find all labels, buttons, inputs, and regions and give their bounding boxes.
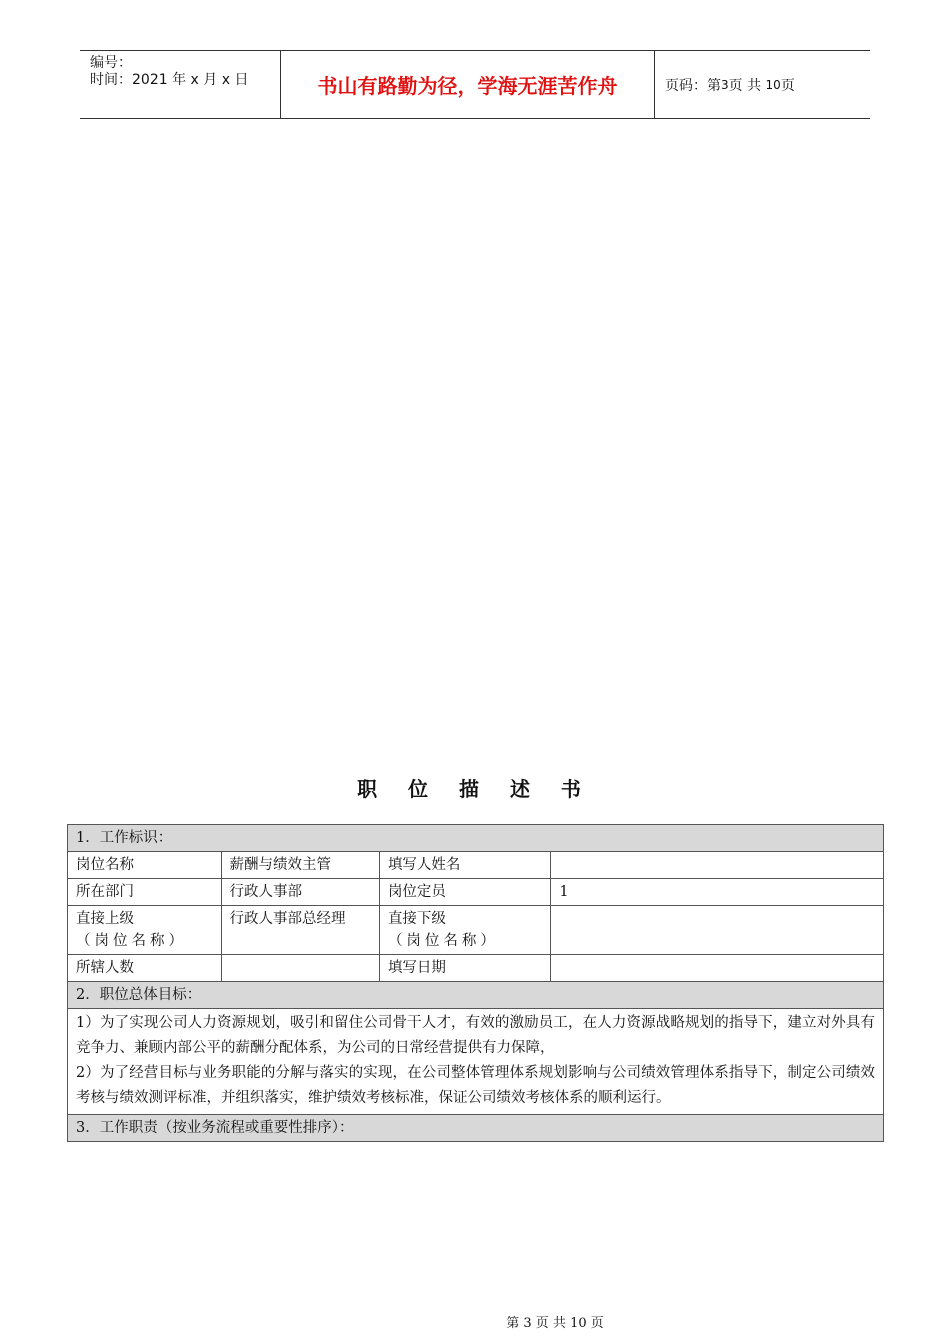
managed-value — [221, 955, 379, 982]
fill-date-value — [551, 955, 884, 982]
footer-current: 3 — [523, 1316, 532, 1331]
subordinate-sublabel: （岗位名称） — [387, 933, 499, 949]
footer-mid: 页 共 — [535, 1316, 566, 1331]
subordinate-value — [551, 906, 884, 955]
table-row — [68, 955, 884, 982]
section-heading-2: 2．职位总体目标： — [68, 982, 884, 1009]
table-row — [68, 1009, 884, 1115]
headcount-value: 1 — [551, 879, 884, 906]
fill-date-label: 填写日期 — [379, 955, 550, 982]
managed-label: 所辖人数 — [68, 955, 222, 982]
header-page-number — [655, 51, 870, 118]
page-label: 页码：第 — [665, 77, 721, 94]
page-mid: 页 共 — [728, 77, 762, 94]
table-row — [68, 879, 884, 906]
page-current: 3 — [721, 77, 729, 92]
table-row — [68, 852, 884, 879]
section-heading-3: 3．工作职责（按业务流程或重要性排序）： — [68, 1115, 884, 1142]
footer-suffix: 页 — [590, 1316, 604, 1331]
table-row — [68, 906, 884, 955]
section-heading-1: 1．工作标识： — [68, 825, 884, 852]
section-row — [68, 825, 884, 852]
goal-paragraph-1: 1）为了实现公司人力资源规划，吸引和留住公司骨干人才，有效的激励员工，在人力资源战略规划的指导下，建立对外具有竞争力、兼顾内部公平的薪酬分配体系，为公司的日常经营提供有力保障， — [76, 1015, 875, 1056]
document-title: 职 位 描 述 书 — [357, 777, 593, 801]
page-end: 页 — [780, 77, 795, 94]
section-row — [68, 1115, 884, 1142]
position-name-value: 薪酬与绩效主管 — [221, 852, 379, 879]
page-total: 10 — [765, 77, 781, 92]
footer-total: 10 — [570, 1316, 587, 1331]
goals-cell — [68, 1009, 884, 1115]
filler-name-value — [551, 852, 884, 879]
header-meta — [80, 51, 281, 118]
header-motto: 书山有路勤为径，学海无涯苦作舟 — [281, 51, 655, 118]
job-description-table — [67, 824, 884, 1142]
goal-paragraph-2: 2）为了经营目标与业务职能的分解与落实的实现，在公司整体管理体系规划影响与公司绩效管理体系指导下，制定公司绩效考核与绩效测评标准，并组织落实，维护绩效考核标准，保证公司绩效考核体系的顺利运行。 — [76, 1065, 875, 1106]
superior-cell — [68, 906, 222, 955]
page-header — [80, 50, 870, 119]
subordinate-label: 直接下级 — [387, 911, 446, 927]
superior-value: 行政人事部总经理 — [221, 906, 379, 955]
subordinate-cell — [379, 906, 550, 955]
section-row — [68, 982, 884, 1009]
time-label: 时间：2021 年 x 月 x 日 — [90, 72, 249, 88]
superior-sublabel: （岗位名称） — [76, 933, 187, 949]
headcount-label: 岗位定员 — [379, 879, 550, 906]
superior-label: 直接上级 — [76, 911, 134, 927]
dept-value: 行政人事部 — [221, 879, 379, 906]
filler-name-label: 填写人姓名 — [379, 852, 550, 879]
dept-label: 所在部门 — [68, 879, 222, 906]
footer-prefix: 第 — [506, 1316, 520, 1331]
number-label: 编号： — [90, 55, 132, 71]
page-footer — [0, 1312, 950, 1331]
position-name-label: 岗位名称 — [68, 852, 222, 879]
